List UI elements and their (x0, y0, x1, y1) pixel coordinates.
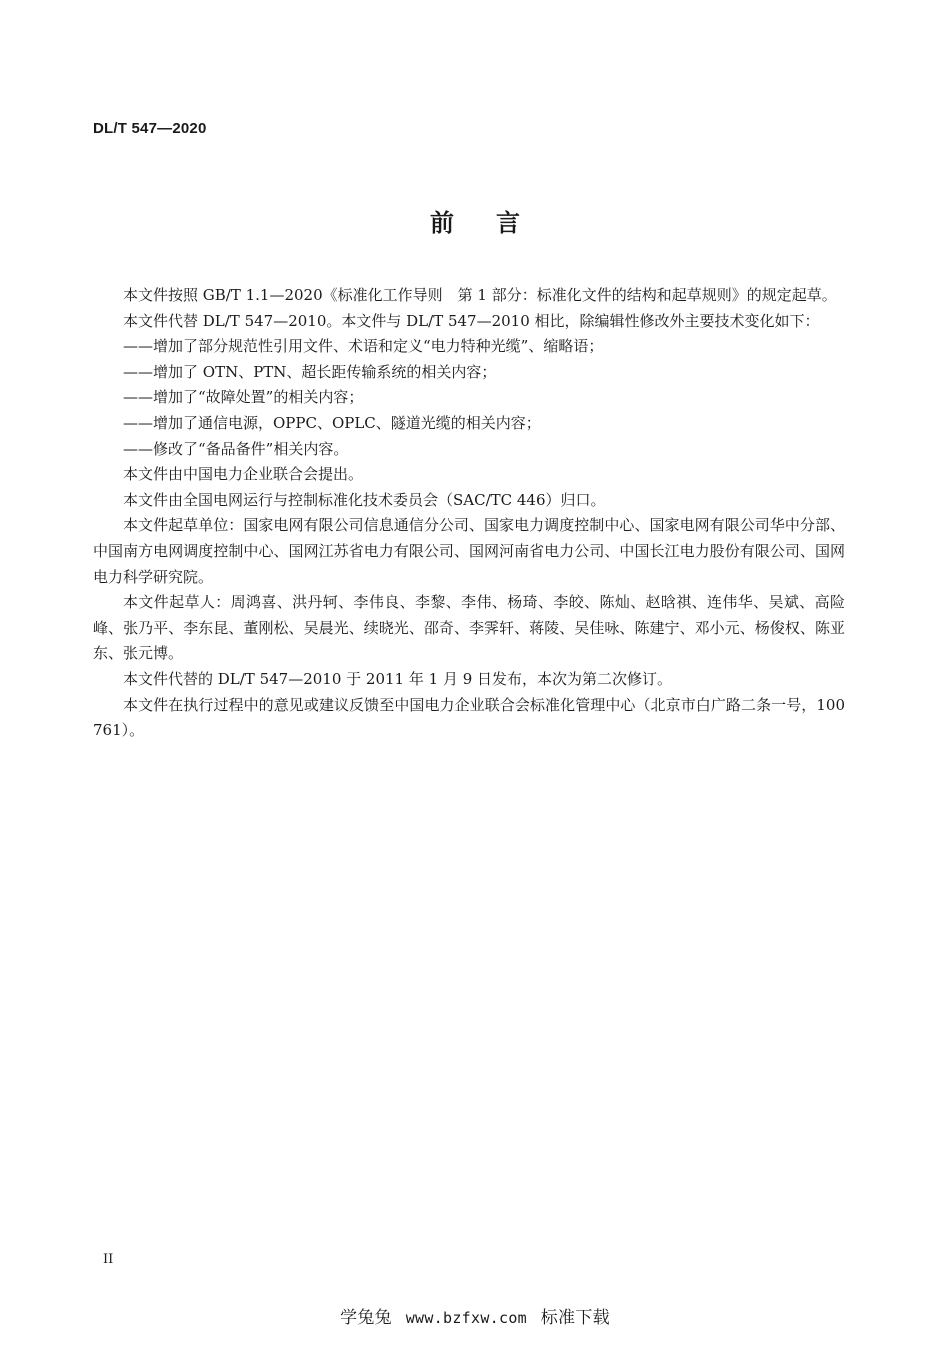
paragraph-replacement: 本文件代替 DL/T 547—2010。本文件与 DL/T 547—2010 相比，除编辑性修改外主要技术变化如下： (123, 311, 820, 330)
list-item-change: ——增加了部分规范性引用文件、术语和定义“电力特种光缆”、缩略语； (123, 337, 604, 356)
list-item-change: ——增加了“故障处置”的相关内容； (123, 388, 364, 407)
list-item-change: ——增加了通信电源，OPPC、OPLC、隧道光缆的相关内容； (123, 413, 541, 432)
paragraph-drafters: 本文件起草人：周鸿喜、洪丹轲、李伟良、李黎、李伟、杨琦、李皎、陈灿、赵晗祺、连伟华、吴斌、高险峰、张乃平、李东昆、董刚松、吴晨光、续晓光、邵奇、李霁轩、蒋陵、吴佳咏、陈建宁、邓小元、杨俊权、陈亚东、张元博。 (93, 593, 845, 663)
footer-tagline: 标准下载 (540, 1308, 610, 1328)
document-code: DL/T 547—2020 (93, 120, 207, 137)
page-title: 前言 (430, 209, 562, 237)
paragraph-committee: 本文件由全国电网运行与控制标准化技术委员会（SAC/TC 446）归口。 (123, 490, 606, 509)
paragraph-feedback: 本文件在执行过程中的意见或建议反馈至中国电力企业联合会标准化管理中心（北京市白广路二条一号，100761）。 (93, 695, 845, 740)
footer-watermark (0, 1303, 950, 1328)
paragraph-revision-history: 本文件代替的 DL/T 547—2010 于 2011 年 1 月 9 日发布，本次为第二次修订。 (123, 669, 673, 688)
document-body (93, 283, 845, 744)
footer-url[interactable]: www.bzfxw.com (405, 1309, 527, 1327)
page-number: II (103, 1252, 114, 1267)
list-item-change: ——修改了“备品备件”相关内容。 (123, 439, 349, 458)
paragraph-proposer: 本文件由中国电力企业联合会提出。 (123, 465, 364, 484)
footer-site-name: 学兔兔 (340, 1308, 392, 1328)
paragraph-drafting-basis: 本文件按照 GB/T 1.1—2020《标准化工作导则 第 1 部分：标准化文件的结构和起草规则》的规定起草。 (123, 286, 837, 304)
paragraph-drafting-units: 本文件起草单位：国家电网有限公司信息通信分公司、国家电力调度控制中心、国家电网有限公司华中分部、中国南方电网调度控制中心、国网江苏省电力有限公司、国网河南省电力公司、中国长江电力股份有限公司、国网电力科学研究院。 (93, 516, 845, 586)
list-item-change: ——增加了 OTN、PTN、超长距传输系统的相关内容； (123, 362, 497, 381)
